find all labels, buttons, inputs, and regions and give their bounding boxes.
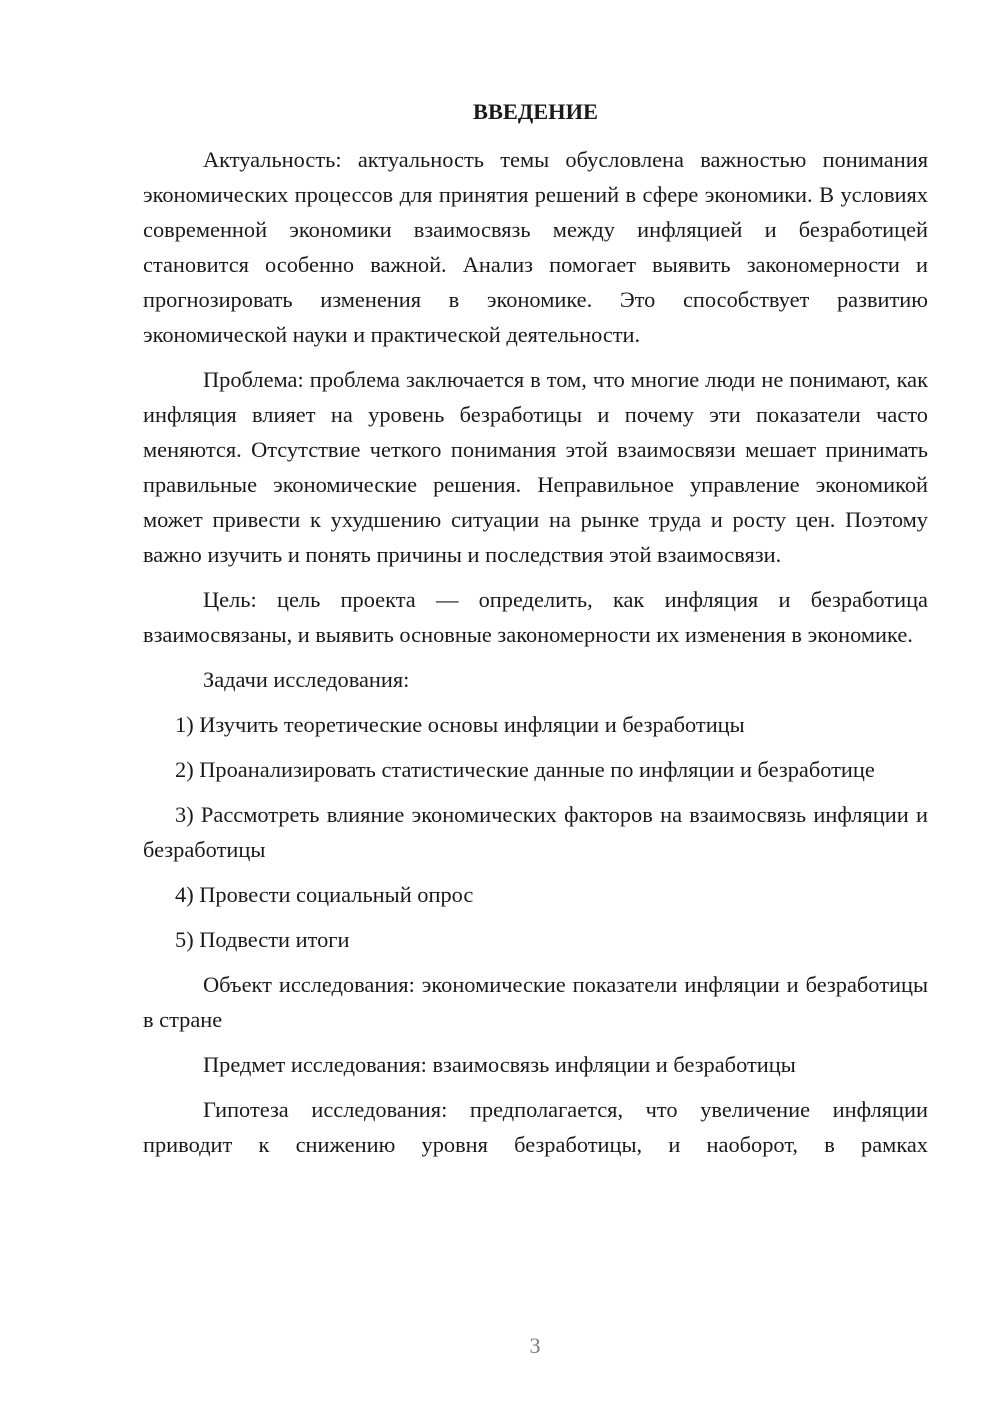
task-item-5: 5) Подвести итоги	[175, 927, 350, 952]
paragraph-goal: Цель: цель проекта — определить, как инфляция и безработица взаимосвязаны, и выявить основные закономерности их изменения в экономике.	[143, 587, 928, 647]
section-heading: ВВЕДЕНИЕ	[473, 99, 598, 124]
paragraph-object: Объект исследования: экономические показатели инфляции и безработицы в стране	[143, 972, 928, 1032]
page-number: 3	[529, 1333, 541, 1358]
paragraph-subject: Предмет исследования: взаимосвязь инфляции и безработицы	[203, 1052, 796, 1077]
paragraph-hypothesis: Гипотеза исследования: предполагается, что увеличение инфляции приводит к снижению уровня безработицы, и наоборот, в рамках	[143, 1097, 928, 1157]
paragraph-problem: Проблема: проблема заключается в том, что многие люди не понимают, как инфляция влияет на уровень безработицы и почему эти показатели часто меняются. Отсутствие четкого понимания этой взаимосвязи мешает принимать правильные экономические решения. Неправильное управление экономикой может привести к ухудшению ситуации на рынке труда и росту цен. Поэтому важно изучить и понять причины и последствия этой взаимосвязи.	[143, 367, 928, 567]
task-item-1: 1) Изучить теоретические основы инфляции и безработицы	[175, 712, 745, 737]
task-item-2: 2) Проанализировать статистические данные по инфляции и безработице	[175, 757, 875, 782]
tasks-title: Задачи исследования:	[203, 667, 410, 692]
paragraph-relevance: Актуальность: актуальность темы обусловлена важностью понимания экономических процессов для принятия решений в сфере экономики. В условиях современной экономики взаимосвязь между инфляцией и безработицей становится особенно важной. Анализ помогает выявить закономерности и прогнозировать изменения в экономике. Это способствует развитию экономической науки и практической деятельности.	[143, 147, 928, 347]
document-page	[143, 94, 928, 1172]
task-item-4: 4) Провести социальный опрос	[175, 882, 474, 907]
task-item-3: 3) Рассмотреть влияние экономических факторов на взаимосвязь инфляции и безработицы	[143, 802, 928, 862]
